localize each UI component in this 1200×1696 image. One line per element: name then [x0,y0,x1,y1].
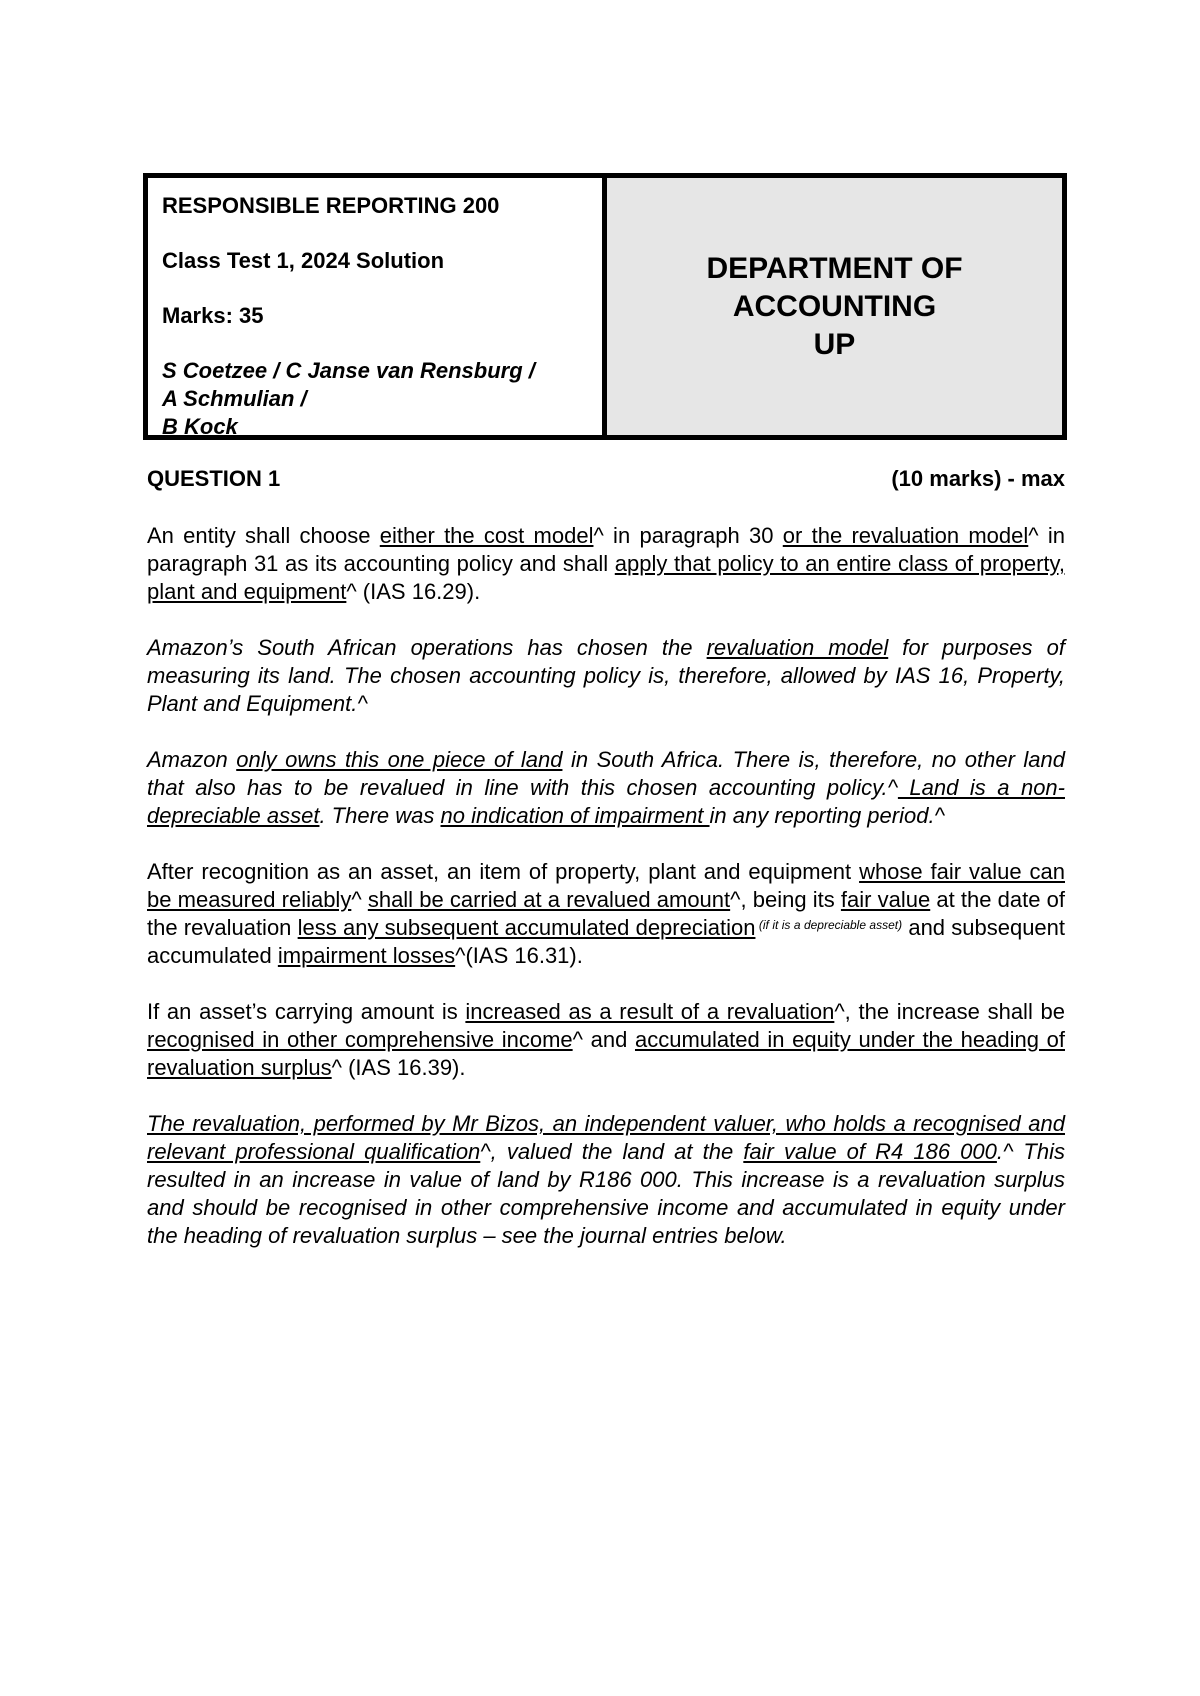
text: ^ (IAS 16.29). [346,579,481,604]
paragraph-amazon-land [147,746,1065,830]
paragraph-ias-16-39 [147,998,1065,1082]
text: ^, valued the land at the [480,1139,744,1164]
question-title: QUESTION 1 [147,466,281,491]
text: If an asset’s carrying amount is [147,999,466,1024]
authors [162,357,588,441]
underlined-text: Land is a non-depreciable asset [147,775,1065,828]
underlined-text: fair value [840,887,931,912]
answer-body [147,522,1065,1278]
text: .^ This resulted in an increase in value of land by R186 000. This increase is a revaluation surplus and should be recognised in other comprehensive income and accumulated in equity under the heading of revaluation surplus – see the journal entries below. [147,1139,1065,1248]
underlined-text: impairment losses [277,943,456,968]
text: ^ in paragraph 30 [593,523,783,548]
header-left-panel [148,178,607,439]
authors-line: B Kock [162,414,238,439]
question-marks: (10 marks) - max [891,466,1065,491]
underlined-text: accumulated in equity under the heading of revaluation surplus [147,1027,1065,1080]
department-panel [607,178,1062,435]
underlined-text: apply that policy to an entire class of property, plant and equipment [147,551,1065,604]
underlined-text: whose fair value can be measured reliably [147,859,1065,912]
text: . There was [319,803,441,828]
text: ^ in paragraph 31 as its accounting policy and shall [147,523,1065,576]
department-line: UP [813,327,856,361]
text: ^ (IAS 16.39). [331,1055,466,1080]
underlined-text: fair value of R4 186 000 [743,1139,997,1164]
text: An entity shall choose [147,523,380,548]
text: in South Africa. There is, therefore, no other land that also has to be revalued in line with this chosen accounting policy.^ [147,747,1065,800]
department-line: DEPARTMENT OF [706,251,963,285]
paragraph-ias-16-29 [147,522,1065,606]
text: After recognition as an asset, an item of property, plant and equipment [147,859,860,884]
text: ^(IAS 16.31). [455,943,583,968]
text: ^ [351,887,368,912]
total-marks: Marks: 35 [162,303,264,328]
paragraph-amazon-policy [147,634,1065,718]
authors-line: A Schmulian / [162,386,307,411]
text: at the date of the revaluation [147,887,1065,940]
course-title: RESPONSIBLE REPORTING 200 [162,193,500,218]
footnote-text: (if it is a depreciable asset) [755,918,903,932]
department-line: ACCOUNTING [732,289,937,323]
test-title: Class Test 1, 2024 Solution [162,248,445,273]
underlined-text: only owns this one piece of land [236,747,563,772]
text: ^, being its [730,887,841,912]
underlined-text: increased as a result of a revaluation [465,999,835,1024]
text: Amazon [147,747,237,772]
question-heading [147,466,1065,492]
underlined-text: revaluation model [706,635,889,660]
text: Amazon’s South African operations has chosen the [147,635,707,660]
underlined-text: no indication of impairment [440,803,710,828]
header-box [143,173,1067,440]
text: ^ and [572,1027,635,1052]
underlined-text: either the cost model [379,523,594,548]
paragraph-revaluation-result [147,1110,1065,1250]
underlined-text: The revaluation, performed by Mr Bizos, an independent valuer, who holds a recognised and relevant professional qualification [147,1111,1065,1164]
text: for purposes of measuring its land. The chosen accounting policy is, therefore, allowed by IAS 16, Property, Plant and Equipment.^ [147,635,1065,716]
underlined-text: shall be carried at a revalued amount [367,887,731,912]
text: ^, the increase shall be [834,999,1065,1024]
underlined-text: less any subsequent accumulated depreciation [297,915,756,940]
underlined-text: or the revaluation model [782,523,1029,548]
authors-line: S Coetzee / C Janse van Rensburg / [162,358,535,383]
text: in any reporting period.^ [709,803,945,828]
text: and subsequent accumulated [147,915,1066,968]
underlined-text: recognised in other comprehensive income [147,1027,573,1052]
paragraph-ias-16-31 [147,858,1065,970]
